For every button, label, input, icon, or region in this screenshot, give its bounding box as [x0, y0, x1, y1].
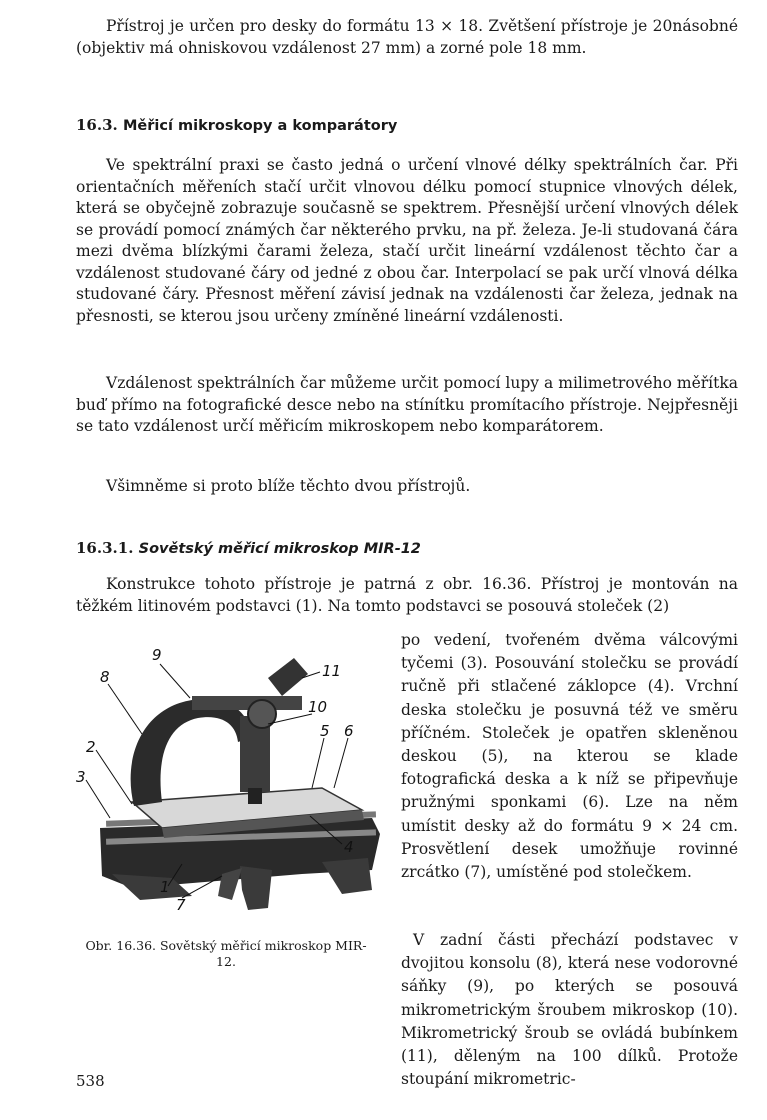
label-4: 4 [344, 838, 354, 856]
wrap-paragraph-2 [401, 929, 738, 1091]
label-3: 3 [76, 768, 86, 786]
intro-paragraph: Přístroj je určen pro desky do formátu 13 × 18. Zvětšení přístroje je 20násobné (objektiv má ohniskovou vzdálenost 27 mm) a zorné pole 18 mm. [76, 17, 738, 57]
label-2: 2 [86, 738, 96, 756]
eyepiece [268, 658, 308, 696]
label-10: 10 [308, 698, 328, 716]
subsection-number: 16.3.1. [76, 539, 134, 557]
label-5: 5 [320, 722, 330, 740]
label-1: 1 [160, 878, 170, 896]
horizontal-slide [192, 696, 302, 710]
section-number: 16.3. [76, 116, 118, 134]
micrometer-drum [248, 700, 276, 728]
figure-caption: Obr. 16.36. Sovětský měřicí mikroskop MIR-12. [85, 938, 367, 969]
page-number: 538 [76, 1072, 105, 1090]
base-foot-right [322, 858, 372, 894]
label-8: 8 [100, 668, 110, 686]
subsection-title: Sovětský měřicí mikroskop MIR-12 [138, 541, 421, 557]
section-paragraph-1: Ve spektrální praxi se často jedná o určení vlnové délky spektrálních čar. Při orientačních měřeních stačí určit vlnovou délku pomocí stupnice vlnových délek, která se obyčejně zobrazuje současně se spektrem. Přesnější určení vlnových délek se provádí pomocí známých čar některého prvku, na př. železa. Je-li studovaná čára mezi dvěma blízkými čarami železa, stačí určit lineární vzdálenost těchto čar a vzdálenost studované čáry od jedné z obou čar. Interpolací se pak určí vlnová délka studované čáry. Přesnost měření závisí jednak na vzdálenosti čar železa, jednak na přesnosti, se kterou jsou určeny zmíněné lineární vzdálenosti. [76, 156, 738, 325]
wrap-paragraph-1: po vedení, tvořeném dvěma válcovými tyčemi (3). Posouvání stolečku se provádí ručně při stlačené záklopce (4). Vrchní deska stolečku je posuvná též ve směru příčném. Stoleček je opatřen skleněnou deskou (5), na kterou se klade fotografická deska a k níž se připevňuje pružnými sponkami (6). Lze na něm umístit desky až do formátu 9 × 24 cm. Prosvětlení desek umožňuje rovinné zrcátko (7), umístěné pod stolečkem. [401, 631, 738, 882]
microscope-figure [72, 638, 388, 914]
section-heading [76, 116, 397, 134]
double-console-arch [131, 699, 251, 806]
wrap-paragraph-2-text: V zadní části přechází podstavec v dvojitou konsolu (8), která nese vodorovné sáňky (9), po kterých se posouvá mikrometrickým šroubem mikroskop (10). Mikrometrický šroub se ovládá bubínkem (11), děleným na 100 dílků. Protože stoupání mikrometric- [401, 931, 738, 1089]
label-6: 6 [344, 722, 354, 740]
label-9: 9 [152, 646, 162, 664]
base-foot-center [240, 866, 272, 910]
section-paragraph-2: Vzdálenost spektrálních čar můžeme určit pomocí lupy a milimetrového měřítka buď přímo na fotografické desce nebo na stínítku promítacího přístroje. Nejpřesněji se tato vzdálenost určí měřicím mikroskopem nebo komparátorem. [76, 374, 738, 435]
subsection-heading [76, 539, 421, 557]
section-title: Měřicí mikroskopy a komparátory [123, 118, 398, 134]
objective [248, 788, 262, 804]
label-11: 11 [322, 662, 342, 680]
label-7: 7 [176, 896, 186, 914]
subsection-lead-paragraph: Konstrukce tohoto přístroje je patrná z obr. 16.36. Přístroj je montován na těžkém litinovém podstavci (1). Na tomto podstavci se posouvá stoleček (2) [76, 575, 738, 615]
section-paragraph-3: Všimněme si proto blíže těchto dvou přístrojů. [106, 477, 471, 495]
